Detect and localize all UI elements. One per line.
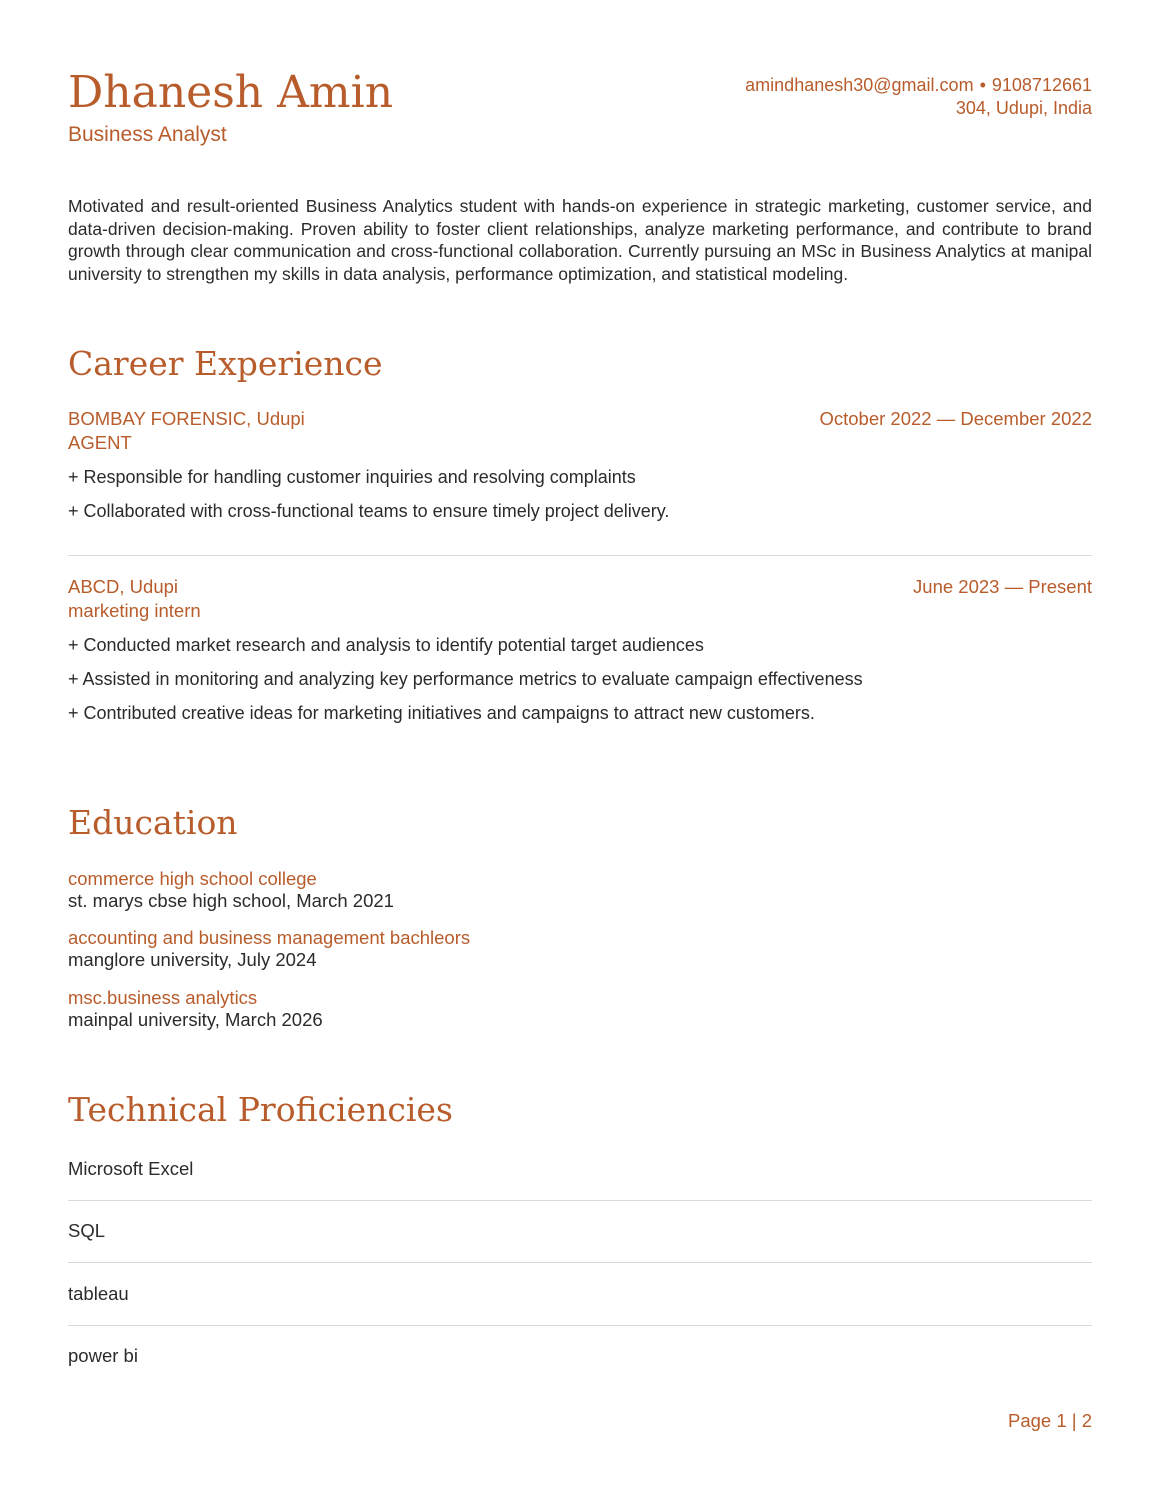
skill-item: SQL: [68, 1220, 106, 1241]
job-bullet: + Collaborated with cross-functional teams to ensure timely project delivery.: [68, 501, 670, 521]
job-bullet-list: [68, 465, 1092, 523]
skill-item: tableau: [68, 1283, 129, 1304]
job-dates: June 2023 — Present: [913, 576, 1092, 597]
skill-item: power bi: [68, 1345, 138, 1366]
skill-divider: [68, 1325, 1092, 1326]
education-entry: [68, 927, 1092, 971]
address-text: 304, Udupi, India: [955, 98, 1092, 118]
education-entry: [68, 868, 1092, 912]
education-school: mainpal university, March 2026: [68, 1009, 323, 1030]
job-bullet: + Assisted in monitoring and analyzing key performance metrics to evaluate campaign effectiveness: [68, 669, 863, 689]
job-bullet: + Contributed creative ideas for marketing initiatives and campaigns to attract new customers.: [68, 703, 815, 723]
job-entry: [68, 407, 1092, 533]
education-school: st. marys cbse high school, March 2021: [68, 890, 394, 911]
candidate-name: Dhanesh Amin: [68, 67, 394, 118]
job-divider: [68, 555, 1092, 556]
resume-header: [68, 66, 1092, 156]
job-bullet-list: [68, 633, 1092, 725]
education-degree: msc.business analytics: [68, 987, 258, 1008]
education-entry: [68, 987, 1092, 1031]
email-text: amindhanesh30@gmail.com: [745, 75, 974, 95]
job-bullet: + Responsible for handling customer inquiries and resolving complaints: [68, 467, 636, 487]
job-company: BOMBAY FORENSIC, Udupi: [68, 408, 305, 429]
contact-info: [745, 74, 1092, 120]
candidate-title: Business Analyst: [68, 123, 227, 146]
profile-summary: Motivated and result-oriented Business Analytics student with hands-on experience in strategic marketing, customer service, and data-driven decision-making. Proven ability to foster client relationships, analyze marketing performance, and contribute to brand growth through clear communication and cross-functional collaboration. Currently pursuing an MSc in Business Analytics at manipal university to strengthen my skills in data analysis, performance optimization, and statistical modeling.: [68, 196, 1092, 284]
education-heading: Education: [68, 803, 238, 842]
skill-divider: [68, 1262, 1092, 1263]
job-role: marketing intern: [68, 600, 201, 621]
skill-item: Microsoft Excel: [68, 1158, 194, 1179]
job-company: ABCD, Udupi: [68, 576, 179, 597]
page-number: Page 1 | 2: [1007, 1410, 1092, 1431]
skill-divider: [68, 1200, 1092, 1201]
job-bullet: + Conducted market research and analysis to identify potential target audiences: [68, 635, 704, 655]
job-entry: [68, 575, 1092, 735]
education-degree: commerce high school college: [68, 868, 317, 889]
resume-page: [68, 0, 1092, 1501]
job-dates: October 2022 — December 2022: [819, 408, 1092, 429]
skills-heading: Technical Proficiencies: [68, 1090, 453, 1129]
phone-text: 9108712661: [991, 75, 1092, 95]
contact-separator: •: [979, 75, 986, 95]
contact-line-1: [745, 74, 1092, 97]
experience-heading: Career Experience: [68, 344, 383, 383]
education-degree: accounting and business management bachleors: [68, 927, 471, 948]
job-role: AGENT: [68, 432, 132, 453]
education-school: manglore university, July 2024: [68, 949, 317, 970]
